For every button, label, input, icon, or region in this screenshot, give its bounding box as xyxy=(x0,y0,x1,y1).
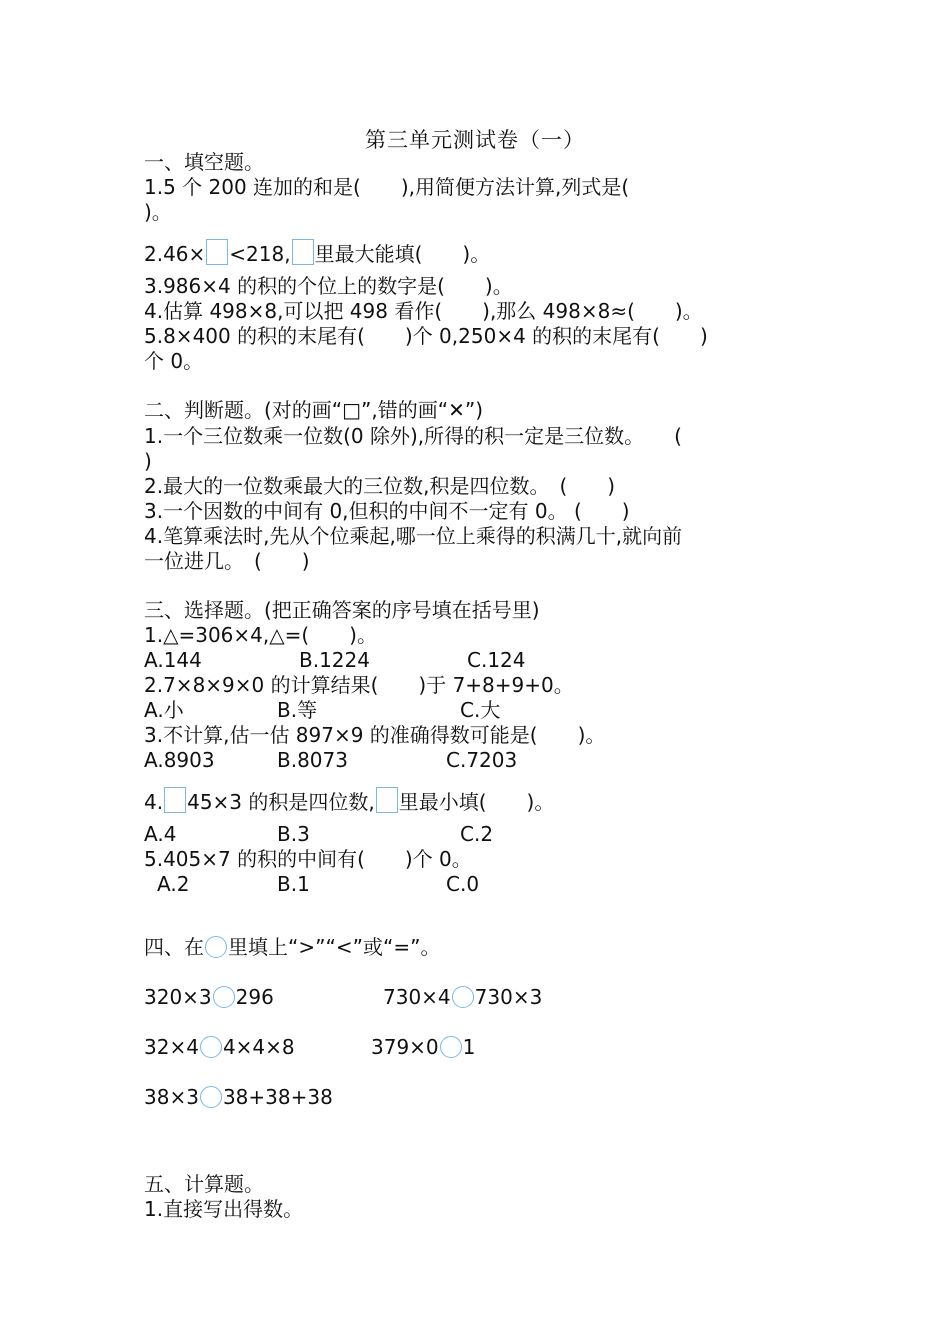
compare-left: 730×4 xyxy=(383,985,451,1009)
circle-blank xyxy=(440,1036,462,1058)
s1-q2-pre: 2.46× xyxy=(144,242,206,266)
s3-q1: 1.△=306×4,△=( )。 xyxy=(144,623,377,647)
option-b: B.3 xyxy=(277,822,310,846)
s3-q5: 5.405×7 的积的中间有( )个 0。 xyxy=(144,847,472,871)
s2-q4-line1: 4.笔算乘法时,先从个位乘起,哪一位上乘得的积满几十,就向前 xyxy=(144,524,683,548)
compare-right: 296 xyxy=(235,985,274,1009)
section4-heading xyxy=(144,935,440,959)
option-c: C.2 xyxy=(460,822,494,846)
s1-q2 xyxy=(144,239,490,266)
blank-box xyxy=(292,239,314,265)
section2-heading: 二、判断题。(对的画“□”,错的画“✕”) xyxy=(144,398,484,422)
s4-heading-pre: 四、在 xyxy=(144,935,204,959)
circle-blank xyxy=(200,1036,222,1058)
circle-blank xyxy=(452,986,474,1008)
option-b: B.1224 xyxy=(299,648,370,672)
compare-left: 320×3 xyxy=(144,985,212,1009)
section1-heading: 一、填空题。 xyxy=(144,150,264,174)
option-b: B.等 xyxy=(277,698,318,722)
s2-q4-line2: 一位进几。 ( ) xyxy=(144,549,310,573)
s2-q3: 3.一个因数的中间有 0,但积的中间不一定有 0。 ( ) xyxy=(144,499,630,523)
s1-q4: 4.估算 498×8,可以把 498 看作( ),那么 498×8≈( )。 xyxy=(144,299,703,323)
s1-q3: 3.986×4 的积的个位上的数字是( )。 xyxy=(144,274,513,298)
s4-heading-post: 里填上“>”“<”或“=”。 xyxy=(228,935,441,959)
s1-q2-mid: <218, xyxy=(229,242,291,266)
compare-item xyxy=(383,985,542,1009)
s1-q1-line1: 1.5 个 200 连加的和是( ),用简便方法计算,列式是( xyxy=(144,175,630,199)
option-a: A.2 xyxy=(157,872,190,896)
circle-blank xyxy=(205,936,227,958)
blank-box xyxy=(206,239,228,265)
compare-item xyxy=(144,1035,295,1059)
option-a: A.144 xyxy=(144,648,202,672)
section5-heading: 五、计算题。 xyxy=(144,1172,264,1196)
circle-blank xyxy=(213,986,235,1008)
compare-right: 38+38+38 xyxy=(222,1085,333,1109)
s2-q1-line2: ) xyxy=(144,449,152,473)
option-a: A.小 xyxy=(144,698,184,722)
compare-left: 379×0 xyxy=(371,1035,439,1059)
s1-q2-post: 里最大能填( )。 xyxy=(314,242,491,266)
s2-q2: 2.最大的一位数乘最大的三位数,积是四位数。 ( ) xyxy=(144,474,616,498)
s3-q4-mid: 45×3 的积是四位数, xyxy=(187,790,375,814)
s3-q4 xyxy=(144,787,554,814)
blank-box xyxy=(376,787,398,813)
s3-q3: 3.不计算,估一估 897×9 的准确得数可能是( )。 xyxy=(144,723,606,747)
blank-box xyxy=(164,787,186,813)
compare-item xyxy=(144,985,274,1009)
option-b: B.8073 xyxy=(277,748,348,772)
option-a: A.8903 xyxy=(144,748,215,772)
compare-right: 1 xyxy=(462,1035,476,1059)
compare-left: 38×3 xyxy=(144,1085,199,1109)
option-c: C.0 xyxy=(446,872,480,896)
page-title: 第三单元测试卷（一） xyxy=(365,128,585,152)
s3-q4-post: 里最小填( )。 xyxy=(398,790,555,814)
s2-q1-line1: 1.一个三位数乘一位数(0 除外),所得的积一定是三位数。 ( xyxy=(144,424,682,448)
section3-heading: 三、选择题。(把正确答案的序号填在括号里) xyxy=(144,598,540,622)
compare-right: 4×4×8 xyxy=(222,1035,295,1059)
s1-q5-line1: 5.8×400 的积的末尾有( )个 0,250×4 的积的末尾有( ) xyxy=(144,324,708,348)
compare-item xyxy=(144,1085,333,1109)
option-c: C.大 xyxy=(460,698,501,722)
s3-q2: 2.7×8×9×0 的计算结果( )于 7+8+9+0。 xyxy=(144,673,574,697)
compare-left: 32×4 xyxy=(144,1035,199,1059)
s1-q5-line2: 个 0。 xyxy=(144,349,204,373)
option-a: A.4 xyxy=(144,822,177,846)
compare-right: 730×3 xyxy=(474,985,543,1009)
s5-q1: 1.直接写出得数。 xyxy=(144,1197,304,1221)
circle-blank xyxy=(200,1086,222,1108)
compare-item xyxy=(371,1035,475,1059)
option-c: C.124 xyxy=(467,648,526,672)
option-b: B.1 xyxy=(277,872,310,896)
s1-q1-line2: )。 xyxy=(144,200,172,224)
s3-q4-pre: 4. xyxy=(144,790,164,814)
option-c: C.7203 xyxy=(446,748,518,772)
